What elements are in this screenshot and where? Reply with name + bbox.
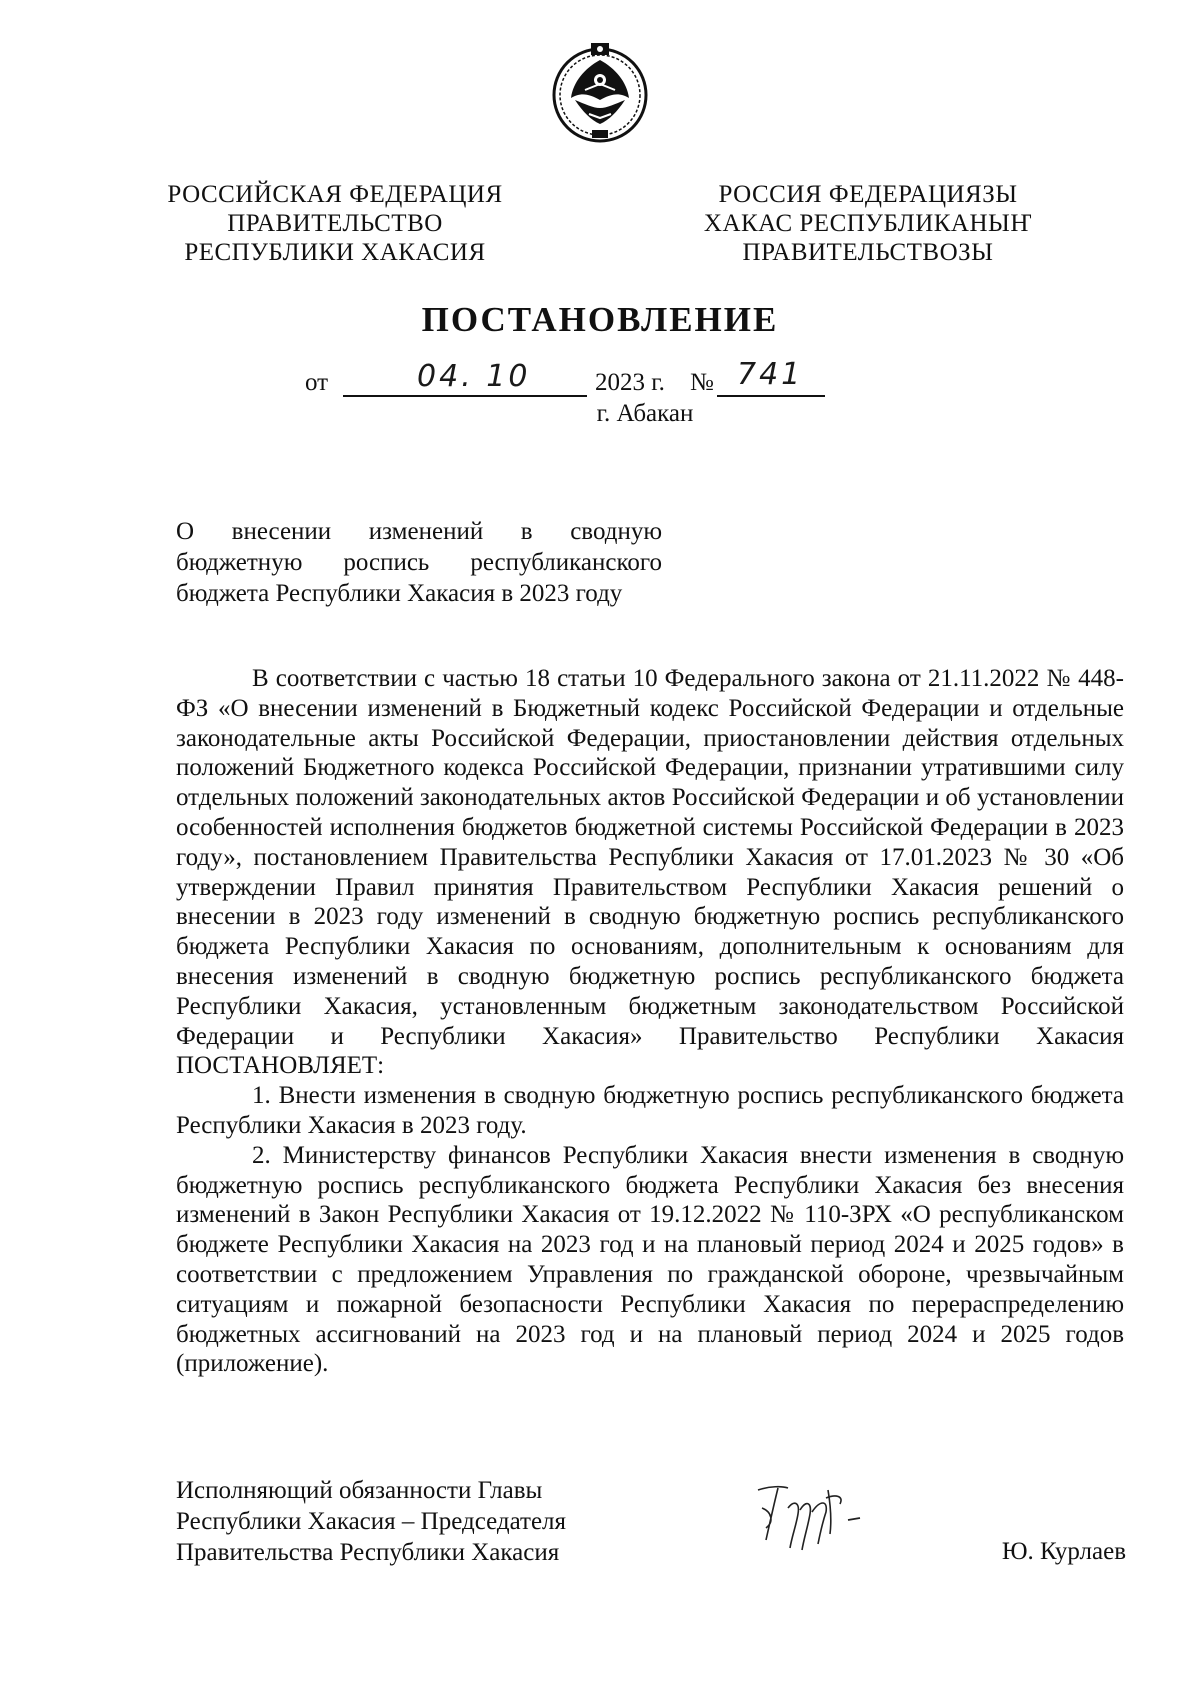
item-1-paragraph: 1. Внести изменения в сводную бюджетную роспись республиканского бюджета Республики Хакасия в 2023 году. (176, 1082, 1124, 1139)
signer-name: Ю. Курлаев (1001, 1538, 1126, 1565)
date-underline (343, 395, 587, 397)
city-label: г. Абакан (596, 400, 694, 427)
header-left-line: РОССИЙСКАЯ ФЕДЕРАЦИЯ (167, 181, 503, 208)
subject-text: О внесении изменений в сводную бюджетную роспись республиканского бюджета Республики Хакасия в 2023 году (176, 518, 662, 607)
position-line: Республики Хакасия – Председателя (176, 1508, 567, 1535)
header-left-line: ПРАВИТЕЛЬСТВО (227, 210, 443, 237)
date-number-line (305, 357, 905, 399)
item-2-paragraph: 2. Министерству финансов Республики Хакасия внести изменения в сводную бюджетную роспись республиканского бюджета Республики Хакасия без внесения изменений в Закон Республики Хакасия от 19.12.2022 № 110-ЗРХ «О республиканском бюджете Республики Хакасия на 2023 год и на плановый период 2024 и 2025 годов» в соответствии с предложением Управления по гражданской обороне, чрезвычайным ситуациям и пожарной безопасности Республики Хакасия по перераспределению бюджетных ассигнований на 2023 год и на плановый период 2024 и 2025 годов (приложение). (176, 1141, 1124, 1378)
republic-of-khakassia-emblem-icon (545, 38, 655, 148)
document-subject (176, 516, 662, 609)
position-line: Правительства Республики Хакасия (176, 1539, 560, 1566)
handwritten-number: 741 (737, 357, 804, 392)
number-label: № (690, 369, 714, 396)
year-label: 2023 г. (595, 369, 665, 396)
document-title: ПОСТАНОВЛЕНИЕ (421, 300, 779, 339)
header-khakas (688, 180, 1048, 267)
header-right-line: ХАКАС РЕСПУБЛИКАНЫҤ (703, 210, 1033, 237)
document-body (176, 664, 1124, 1379)
number-underline (717, 395, 825, 397)
header-right-line: РОССИЯ ФЕДЕРАЦИЯЗЫ (718, 181, 1018, 208)
header-left-line: РЕСПУБЛИКИ ХАКАСИЯ (184, 239, 486, 266)
header-russian (155, 180, 515, 267)
handwritten-date: 04. 10 (417, 359, 531, 394)
position-line: Исполняющий обязанности Главы (176, 1477, 543, 1504)
signatory-position (176, 1475, 596, 1568)
from-label: от (305, 369, 329, 396)
preamble-paragraph: В соответствии с частью 18 статьи 10 Федерального закона от 21.11.2022 № 448-ФЗ «О внесении изменений в Бюджетный кодекс Российской Федерации и отдельные законодательные акты Российской Федерации, приостановлении действия отдельных положений Бюджетного кодекса Российской Федерации, признании утратившими силу отдельных положений законодательных актов Российской Федерации и об установлении особенностей исполнения бюджетов бюджетной системы Российской Федерации в 2023 году», постановлением Правительства Республики Хакасия от 17.01.2023 № 30 «Об утверждении Правил принятия Правительством Республики Хакасия решений о внесении в 2023 году изменений в сводную бюджетную роспись республиканского бюджета Республики Хакасия по основаниям, дополнительным к основаниям для внесения изменений в сводную бюджетную роспись республиканского бюджета Республики Хакасия, установленным бюджетным законодательством Российской Федерации и Республики Хакасия» Правительство Республики Хакасия ПОСТАНОВЛЯЕТ: (176, 665, 1124, 1080)
handwritten-signature-icon (748, 1478, 898, 1558)
header-right-line: ПРАВИТЕЛЬСТВОЗЫ (742, 239, 994, 266)
